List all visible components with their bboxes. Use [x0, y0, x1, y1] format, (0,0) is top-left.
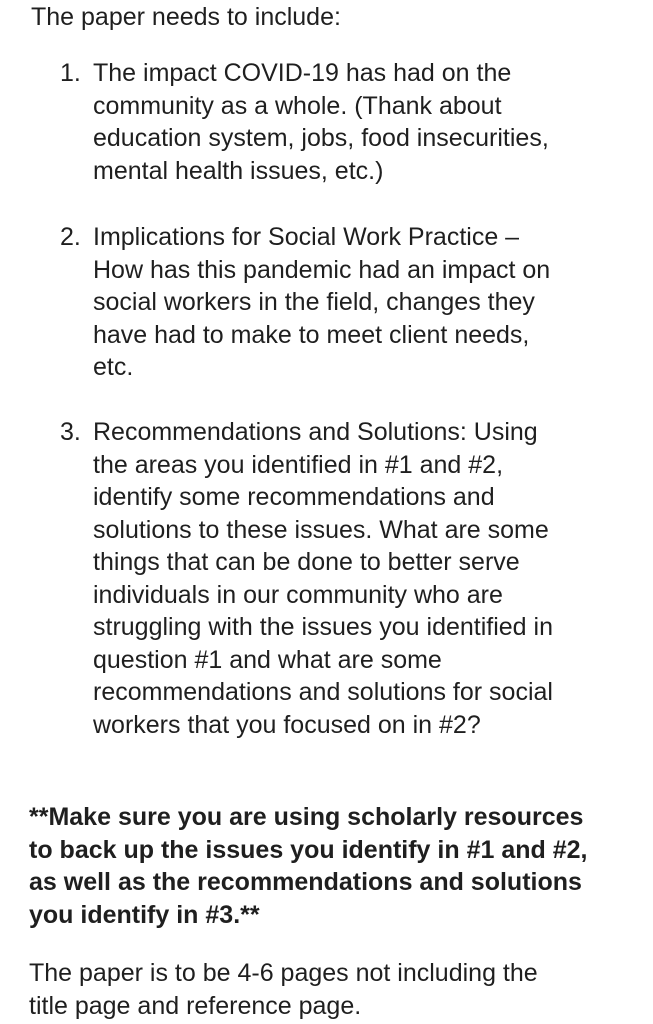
list-item-1 [60, 57, 640, 187]
list-item-number: 1. [60, 59, 81, 87]
scholarly-resources-note: **Make sure you are using scholarly resources to back up the issues you identify in #1 and #2, as well as the recommendations and solutions you identify in #3.** [29, 803, 588, 929]
list-item-2 [60, 221, 640, 384]
list-item-3 [60, 416, 640, 741]
list-item-text: The impact COVID-19 has had on the community as a whole. (Thank about education system, jobs, food insecurities, mental health issues, etc.) [93, 59, 549, 185]
list-item-number: 2. [60, 223, 81, 251]
list-item-number: 3. [60, 418, 81, 446]
document-heading: The paper needs to include: [31, 3, 341, 31]
list-item-text: Recommendations and Solutions: Using the areas you identified in #1 and #2, identify some recommendations and solutions to these issues. What are some things that can be done to better serve individuals in our community who are struggling with the issues you identified in question #1 and what are some recommendations and solutions for social workers that you focused on in #2? [93, 418, 553, 739]
list-item-text: Implications for Social Work Practice – How has this pandemic had an impact on social workers in the field, changes they have had to make to meet client needs, etc. [93, 223, 551, 381]
page-length-note: The paper is to be 4-6 pages not including the title page and reference page. [29, 959, 538, 1020]
